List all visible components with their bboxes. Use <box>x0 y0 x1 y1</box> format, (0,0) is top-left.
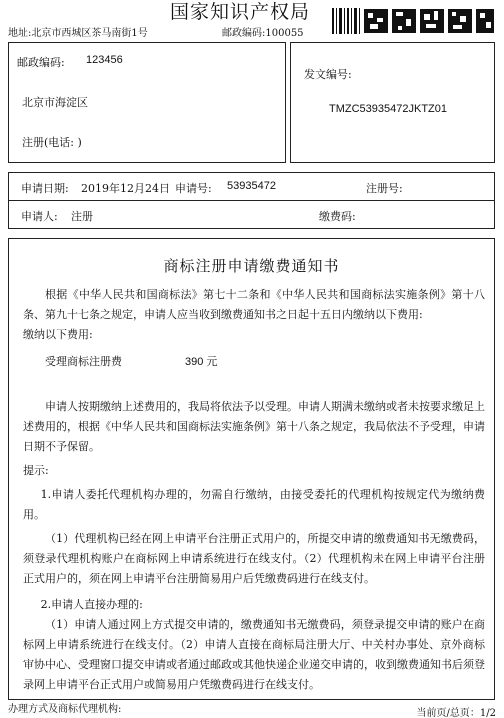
dispatch-number-label: 发文编号: <box>304 68 352 81</box>
notice-paragraph-1: 根据《中华人民共和国商标法》第七十二条和《中华人民共和国商标法实施条例》第十八条、第九十七条之规定，申请人应当收到缴费通知书之日起十五日内缴纳以下费用: <box>23 288 485 321</box>
application-date-label: 申请日期: <box>21 182 69 195</box>
registration-number-label: 注册号: <box>366 182 403 195</box>
tip-1-detail: （1）代理机构已经在网上申请平台注册正式用户的，所提交申请的缴费通知书无缴费码，须登录代理机构账户在商标网上申请系统进行在线支付。（2）代理机构未在网上申请平台注册正式用户的，须在网上申请平台注册简易用户后凭缴费码进行在线支付。 <box>23 532 485 585</box>
fee-item: 受理商标注册费 <box>45 355 122 368</box>
footer-agent-label: 办理方式及商标代理机构: <box>8 704 122 715</box>
dispatch-box <box>290 42 495 163</box>
tips-label: 提示: <box>23 464 49 477</box>
notice-title: 商标注册申请缴费通知书 <box>163 257 340 275</box>
barcode-qr-image <box>330 6 496 36</box>
application-number-value: 53935472 <box>227 180 276 192</box>
recipient-box <box>8 42 286 163</box>
recipient-name-phone: 注册(电话: ) <box>22 136 82 149</box>
notice-paragraph-1b: 缴纳以下费用: <box>23 328 93 341</box>
notice-paragraph-2: 申请人按期缴纳上述费用的，我局将依法予以受理。申请人期满未缴纳或者未按要求缴足上述费用的，根据《中华人民共和国商标法实施条例》第十八条之规定，我局依法不予受理，申请日期不予保留。 <box>23 400 485 453</box>
dispatch-number-value: TMZC53935472JKTZ01 <box>329 103 447 115</box>
fee-amount: 390 元 <box>185 356 218 368</box>
tip-1: 1.申请人委托代理机构办理的，勿需自行缴纳，由接受委托的代理机构按规定代为缴纳费用。 <box>23 488 485 521</box>
tip-2-detail: （1）申请人通过网上方式提交申请的，缴费通知书无缴费码，须登录提交申请的账户在商标网上申请系统进行在线支付。（2）申请人直接在商标局注册大厅、中关村办事处、京外商标审协中心、受理窗口提交申请或者通过邮政或其他快递企业递交申请的，收到缴费通知书后须登录网上申请平台正式用户或简易用户凭缴费码进行在线支付。 <box>23 618 485 691</box>
application-date-value: 2019年12月24日 <box>81 182 170 195</box>
application-number-label: 申请号: <box>175 182 212 195</box>
recipient-postcode-label: 邮政编码: <box>17 56 65 69</box>
footer-page-indicator: 当前页/总页：1/2 <box>416 708 496 718</box>
office-postcode: 邮政编码:100055 <box>222 28 304 39</box>
fee-code-label: 缴费码: <box>319 210 356 223</box>
office-address: 地址:北京市西城区茶马南街1号 <box>8 28 148 39</box>
recipient-address: 北京市海淀区 <box>22 96 88 109</box>
recipient-postcode-value: 123456 <box>86 54 123 66</box>
office-title: 国家知识产权局 <box>169 1 310 23</box>
applicant-value: 注册 <box>71 210 93 223</box>
info-divider <box>9 200 494 201</box>
notice-box <box>8 238 495 700</box>
applicant-label: 申请人: <box>21 210 58 223</box>
application-info-box <box>8 172 495 229</box>
tip-2: 2.申请人直接办理的: <box>40 598 143 611</box>
